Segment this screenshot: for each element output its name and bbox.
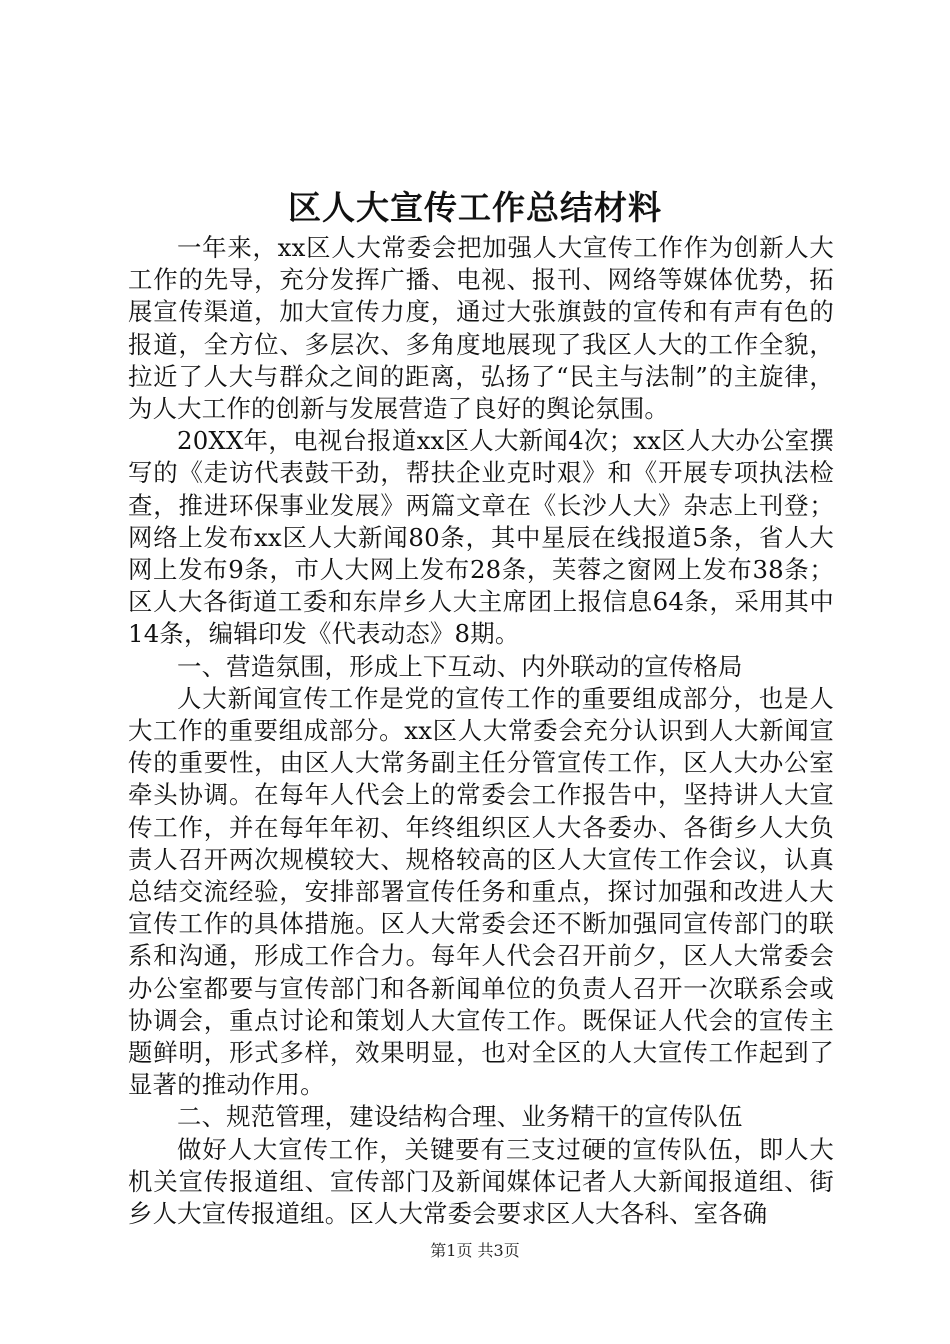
document-body bbox=[128, 232, 834, 1230]
document-title: 区人大宣传工作总结材料 bbox=[288, 188, 662, 227]
paragraph-section-2: 做好人大宣传工作，关键要有三支过硬的宣传队伍，即人大机关宣传报道组、宣传部门及新闻媒体记者人大新闻报道组、街乡人大宣传报道组。区人大常委会要求区人大各科、室各确 bbox=[128, 1134, 834, 1229]
page-footer: 第1页 共3页 bbox=[430, 1241, 520, 1260]
section-heading-2: 二、规范管理，建设结构合理、业务精干的宣传队伍 bbox=[177, 1102, 743, 1132]
paragraph-intro: 一年来，xx区人大常委会把加强人大宣传工作作为创新人大工作的先导，充分发挥广播、电视、报刊、网络等媒体优势，拓展宣传渠道，加大宣传力度，通过大张旗鼓的宣传和有声有色的报道，全方位、多层次、多角度地展现了我区人大的工作全貌，拉近了人大与群众之间的距离，弘扬了“民主与法制”的主旋律，为人大工作的创新与发展营造了良好的舆论氛围。 bbox=[128, 233, 834, 424]
paragraph-section-1: 人大新闻宣传工作是党的宣传工作的重要组成部分，也是人大工作的重要组成部分。xx区人大常委会充分认识到人大新闻宣传的重要性，由区人大常务副主任分管宣传工作，区人大办公室牵头协调。在每年人代会上的常委会工作报告中，坚持讲人大宣传工作，并在每年年初、年终组织区人大各委办、各街乡人大负责人召开两次规模较大、规格较高的区人大宣传工作会议，认真总结交流经验，安排部署宣传任务和重点，探讨加强和改进人大宣传工作的具体措施。区人大常委会还不断加强同宣传部门的联系和沟通，形成工作合力。每年人代会召开前夕，区人大常委会办公室都要与宣传部门和各新闻单位的负责人召开一次联系会或协调会，重点讨论和策划人大宣传工作。既保证人代会的宣传主题鲜明，形式多样，效果明显，也对全区的人大宣传工作起到了显著的推动作用。 bbox=[128, 683, 834, 1100]
paragraph-statistics: 20XX年，电视台报道xx区人大新闻4次；xx区人大办公室撰写的《走访代表鼓干劲，帮扶企业克时艰》和《开展专项执法检查，推进环保事业发展》两篇文章在《长沙人大》杂志上刊登；网络上发布xx区人大新闻80条，其中星辰在线报道5条，省人大网上发布9条，市人大网上发布28条，芙蓉之窗网上发布38条；区人大各街道工委和东岸乡人大主席团上报信息64条，采用其中14条，编辑印发《代表动态》8期。 bbox=[128, 426, 834, 649]
section-heading-1: 一、营造氛围，形成上下互动、内外联动的宣传格局 bbox=[177, 651, 743, 681]
